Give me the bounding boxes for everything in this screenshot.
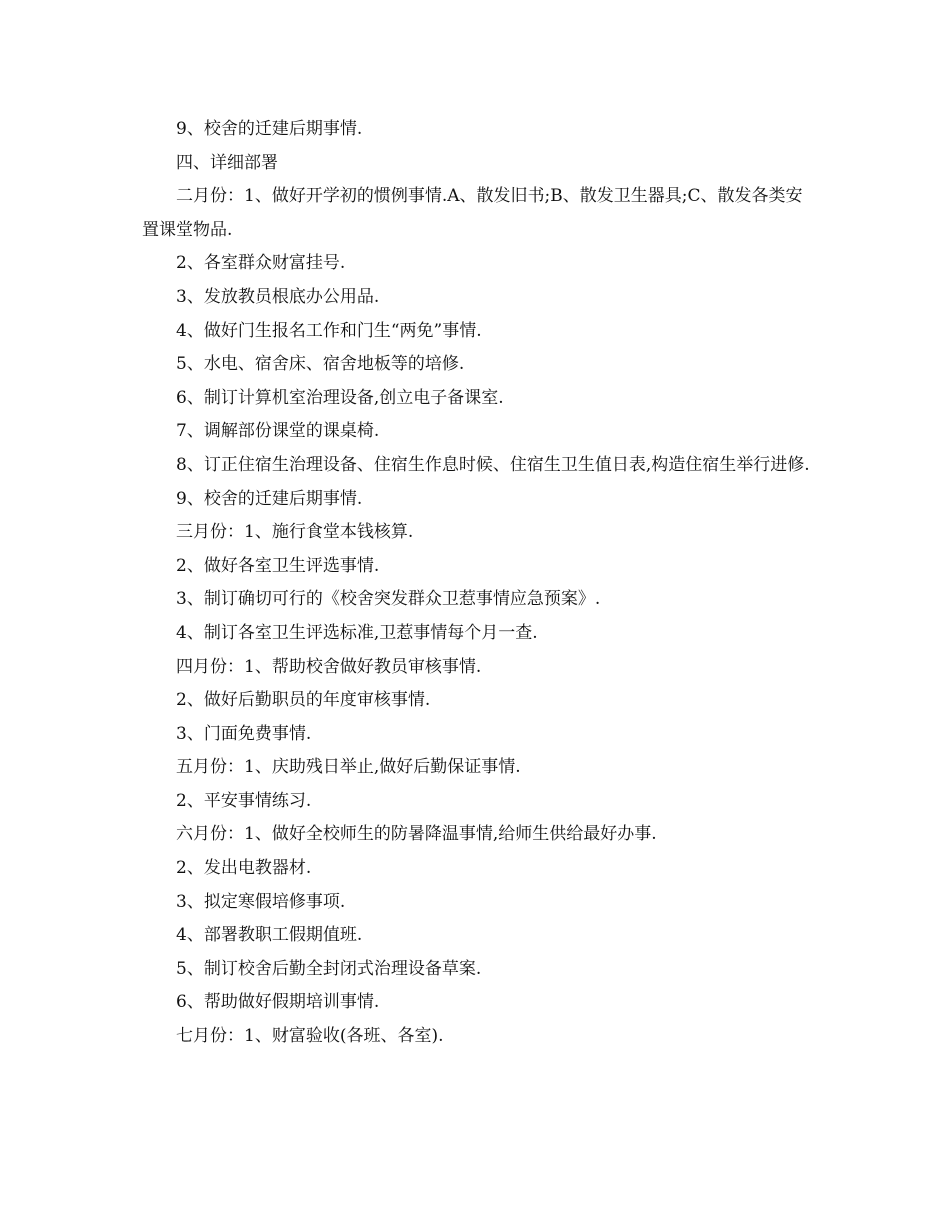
paragraph: 4、部署教职工假期值班. (176, 925, 363, 946)
paragraph: 3、制订确切可行的《校舍突发群众卫惹事情应急预案》. (176, 589, 601, 610)
paragraph: 8、订正住宿生治理设备、住宿生作息时候、住宿生卫生值日表,构造住宿生举行进修. (176, 454, 810, 475)
paragraph: 7、调解部份课堂的课桌椅. (176, 421, 380, 442)
paragraph: 2、各室群众财富挂号. (176, 253, 346, 274)
paragraph: 2、做好各室卫生评选事情. (176, 555, 380, 576)
paragraph: 二月份：1、做好开学初的惯例事情.A、散发旧书;B、散发卫生器具;C、散发各类安置课堂物品. (142, 186, 803, 240)
paragraph: 七月份：1、财富验收(各班、各室). (176, 1026, 444, 1047)
paragraph: 5、制订校舍后勤全封闭式治理设备草案. (176, 958, 482, 979)
paragraph: 五月份：1、庆助残日举止,做好后勤保证事情. (176, 757, 521, 778)
paragraph: 5、水电、宿舍床、宿舍地板等的培修. (176, 354, 465, 375)
paragraph: 6、帮助做好假期培训事情. (176, 992, 380, 1013)
paragraph: 3、发放教员根底办公用品. (176, 286, 380, 307)
paragraph: 2、发出电教器材. (176, 858, 312, 879)
paragraph: 四月份：1、帮助校舍做好教员审核事情. (176, 656, 482, 677)
paragraph: 3、拟定寒假培修事项. (176, 891, 346, 912)
paragraph: 4、制订各室卫生评选标准,卫惹事情每个月一查. (176, 622, 538, 643)
paragraph: 三月份：1、施行食堂本钱核算. (176, 522, 414, 543)
document-body (142, 113, 814, 1054)
paragraph: 9、校舍的迁建后期事情. (176, 488, 363, 509)
paragraph: 2、平安事情练习. (176, 790, 312, 811)
paragraph: 9、校舍的迁建后期事情. (176, 119, 363, 139)
paragraph: 3、门面免费事情. (176, 723, 312, 744)
paragraph: 2、做好后勤职员的年度审核事情. (176, 690, 431, 711)
paragraph: 六月份：1、做好全校师生的防暑降温事情,给师生供给最好办事. (176, 824, 657, 845)
paragraph: 6、制订计算机室治理设备,创立电子备课室. (176, 387, 504, 408)
section-heading: 四、详细部署 (176, 152, 278, 173)
paragraph: 4、做好门生报名工作和门生“两免”事情. (176, 320, 482, 341)
